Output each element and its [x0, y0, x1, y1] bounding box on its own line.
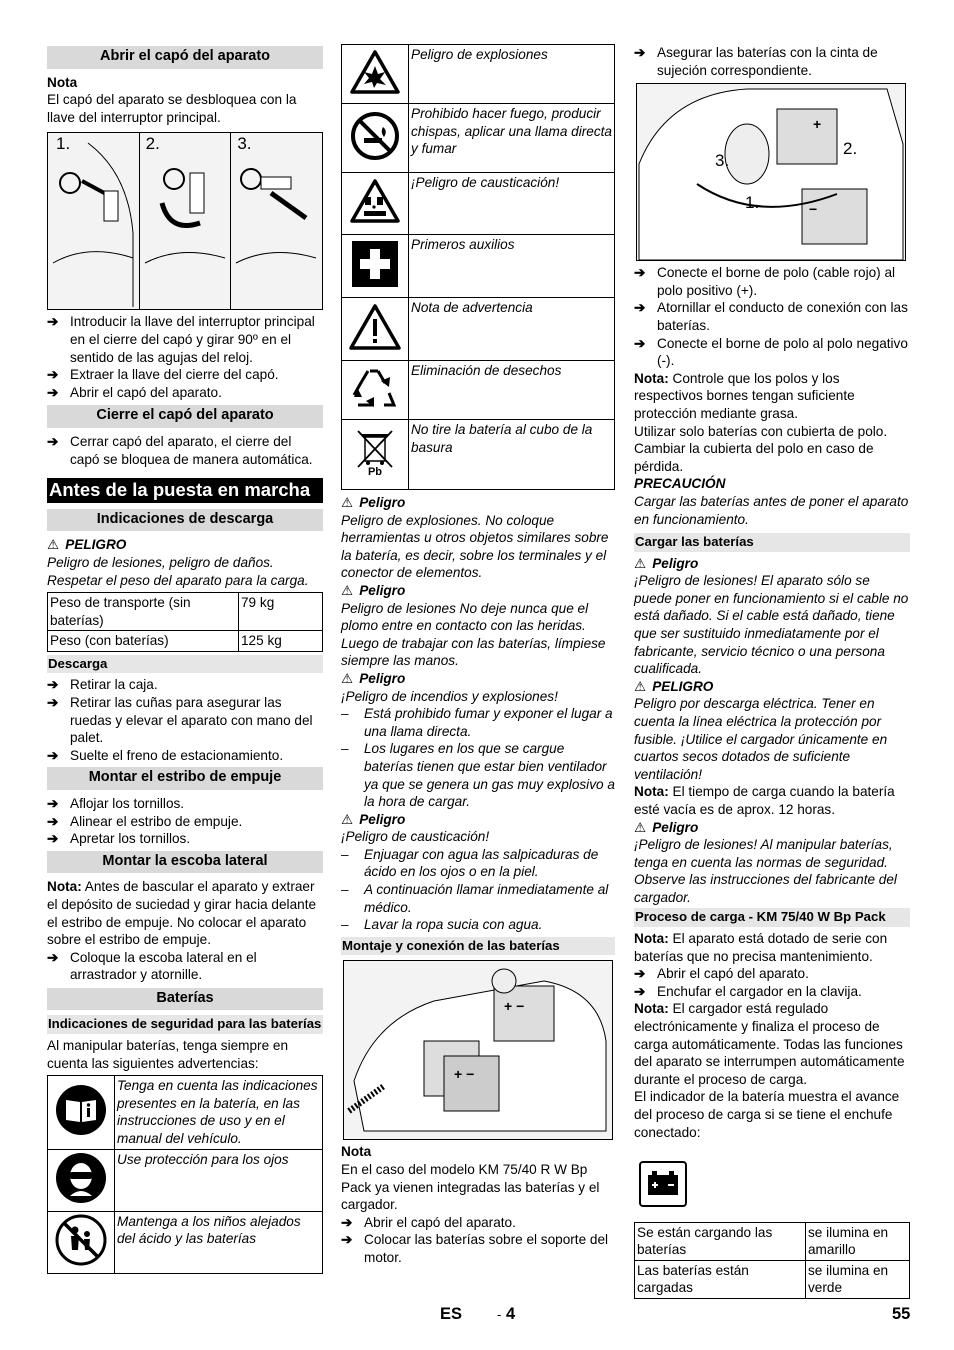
warning-icon: [342, 298, 409, 361]
warning-triangle-icon: ⚠: [47, 537, 60, 553]
list-item: ➔ Abrir el capó del aparato.: [341, 1214, 516, 1230]
heading-seguridad-baterias: Indicaciones de seguridad para las baterías: [47, 1015, 323, 1034]
table-row: Nota de advertencia: [342, 298, 615, 361]
danger-text-4: ¡Peligro de causticación!: [341, 829, 490, 845]
footer-dash: -: [497, 1307, 502, 1322]
explosion-hazard-icon: [342, 45, 409, 104]
svg-text:+ −: + −: [454, 1066, 475, 1083]
figure-step-2: 2.: [140, 133, 232, 309]
danger-text-2: Peligro por descarga eléctrica. Tener en cuenta la línea eléctrica la protección por fusible. ¡Utilice el cargador únicamente en cuartos secos dotados de suficiente ventilación!: [634, 696, 888, 782]
list-item: ➔ Retirar las cuñas para asegurar las ruedas y elevar el aparato con mano del palet.: [47, 694, 313, 746]
table-row: Mantenga a los niños alejados del ácido y las baterías: [48, 1211, 323, 1273]
indicator-text: El indicador de la batería muestra el avance del proceso de carga si se tiene el enchufe conectado:: [634, 1089, 900, 1140]
battery-mounting-drawing: [344, 961, 613, 1139]
list-item: ➔ Alinear el estribo de empuje.: [47, 813, 243, 829]
list-item: ➔ Asegurar las baterías con la cinta de sujeción correspondiente.: [634, 45, 878, 78]
warning-triangle-icon: ⚠: [341, 495, 354, 510]
column-right: [634, 44, 910, 1299]
footer-language: ES: [440, 1305, 463, 1323]
keep-children-away-icon: [48, 1211, 115, 1273]
list-item: ➔ Enchufar el cargador en la clavija.: [634, 983, 862, 999]
list-item: – Los lugares en los que se cargue baterías tienen que estar bien ventilador ya que se genera un gas muy explosivo a la hora de cargar.: [341, 741, 615, 810]
pole-cover-text: Utilizar solo baterías con cubierta de polo. Cambiar la cubierta del polo en caso de pérdida.: [634, 423, 888, 474]
danger-label: ⚠ Peligro: [634, 555, 699, 571]
danger-label: ⚠ Peligro: [341, 495, 406, 510]
danger-text-3: ¡Peligro de lesiones! Al manipular baterías, tenga en cuenta las normas de seguridad. Observe las instrucciones del fabricante del cargador.: [634, 837, 897, 905]
heading-abrir-capo: Abrir el capó del aparato: [47, 46, 323, 69]
table-row: Primeros auxilios: [342, 235, 615, 298]
list-item: ➔ Retirar la caja.: [47, 677, 158, 693]
list-item: ➔ Abrir el capó del aparato.: [47, 384, 222, 400]
page-number: 55: [892, 1305, 911, 1323]
warning-triangle-icon: ⚠: [634, 819, 647, 835]
heading-proceso-carga: Proceso de carga - KM 75/40 W Bp Pack: [634, 908, 910, 927]
note-label: Nota: [341, 1144, 372, 1160]
danger-label: ⚠ Peligro: [341, 811, 406, 827]
key-extract-drawing: [231, 133, 322, 307]
column-middle: [341, 44, 615, 1267]
first-aid-icon: [342, 235, 409, 298]
charge-time-note: Nota: El tiempo de carga cuando la batería esté vacía es de aprox. 12 horas.: [634, 784, 895, 817]
manual-info-icon: [48, 1076, 115, 1149]
table-row: Prohibido hacer fuego, producir chispas, aplicar una llama directa y fumar: [342, 104, 615, 173]
heading-estribo: Montar el estribo de empuje: [47, 767, 323, 790]
indicator-status-table: [634, 1222, 910, 1299]
table-row: Pb No tire la batería al cubo de la basura: [342, 420, 615, 490]
note-label: Nota: [47, 74, 78, 90]
list-item: ➔ Suelte el freno de estacionamiento.: [47, 747, 284, 763]
seguridad-text: Al manipular baterías, tenga siempre en cuenta las siguientes advertencias:: [47, 1037, 289, 1071]
chapter-title: Antes de la puesta en marcha: [47, 478, 323, 503]
hood-opening-figure: [47, 132, 323, 310]
eye-protection-icon: [48, 1149, 115, 1211]
list-item: ➔ Cerrar capó del aparato, el cierre del capó se bloquea de manera automática.: [47, 433, 313, 467]
no-bin-pb-icon: [342, 420, 409, 490]
list-item: ➔ Coloque la escoba lateral en el arrastrador y atornille.: [47, 949, 257, 983]
caution-label: PRECAUCIÓN: [634, 476, 726, 492]
note-text: El capó del aparato se desbloquea con la llave del interruptor principal.: [47, 92, 297, 125]
note-text: En el caso del modelo KM 75/40 R W Bp Pack ya vienen integradas las baterías y el cargador.: [341, 1161, 600, 1213]
svg-text:+ −: + −: [504, 998, 525, 1015]
table-row: Peso (con baterías) 125 kg: [48, 631, 323, 652]
grease-note: Nota: Controle que los polos y los respectivos bornes tengan suficiente protección mediante grasa.: [634, 370, 855, 421]
column-left: [47, 44, 323, 1274]
figure-step-3: 3.: [231, 133, 322, 309]
danger-label: ⚠ Peligro: [634, 819, 699, 835]
recycling-icon: [342, 361, 409, 420]
svg-text:+: +: [813, 116, 822, 133]
heading-escoba: Montar la escoba lateral: [47, 851, 323, 874]
danger-label: ⚠ PELIGRO: [47, 537, 127, 553]
danger-text-3: ¡Peligro de incendios y explosiones!: [341, 688, 558, 704]
list-item: ➔ Extraer la llave del cierre del capó.: [47, 367, 279, 383]
warning-triangle-icon: ⚠: [341, 670, 354, 686]
table-row: Las baterías están cargadas se ilumina en verde: [635, 1260, 910, 1298]
svg-text:2.: 2.: [843, 139, 858, 159]
table-row: Se están cargando las baterías se ilumina en amarillo: [635, 1222, 910, 1260]
escoba-note: Nota: Antes de bascular el aparato y extraer el depósito de suciedad y girar hacia delante el estribo de empuje. No colocar el aparato sobre el estribo de empuje.: [47, 879, 317, 948]
warning-triangle-icon: ⚠: [341, 582, 354, 598]
list-item: ➔ Introducir la llave del interruptor principal en el cierre del capó y girar 90º en el sentido de las agujas del reloj.: [47, 314, 315, 365]
battery-connection-drawing: [637, 84, 905, 260]
corrosive-hazard-icon: [342, 173, 409, 235]
hood-lock-drawing: [48, 133, 139, 307]
key-turn-drawing: [140, 133, 231, 307]
danger-text: Peligro de lesiones, peligro de daños. Respetar el peso del aparato para la carga.: [47, 554, 309, 588]
maintenance-note: Nota: El aparato está dotado de serie con baterías que no precisa mantenimiento.: [634, 930, 888, 964]
list-item: ➔ Apretar los tornillos.: [47, 831, 191, 847]
list-item: ➔ Aflojar los tornillos.: [47, 795, 185, 811]
battery-mounting-figure: [343, 960, 613, 1140]
battery-indicator-icon: [639, 1161, 910, 1212]
warning-triangle-icon: ⚠: [341, 811, 354, 827]
charger-note: Nota: El cargador está regulado electrónicamente y finaliza el proceso de carga automáticamente. Todas las funciones del aparato se interrumpen automáticamente durante el proceso de carga.: [634, 1001, 905, 1087]
danger-label: ⚠ PELIGRO: [634, 678, 714, 694]
table-row: Eliminación de desechos: [342, 361, 615, 420]
svg-text:Pb: Pb: [367, 466, 383, 478]
table-row: Peso de transporte (sin baterías) 79 kg: [48, 593, 323, 631]
list-item: ➔ Colocar las baterías sobre el soporte del motor.: [341, 1232, 609, 1265]
list-item: – A continuación llamar inmediatamente al médico.: [341, 882, 609, 915]
heading-montaje: Montaje y conexión de las baterías: [341, 937, 615, 956]
battery-connection-figure: [636, 83, 906, 261]
list-item: – Lavar la ropa sucia con agua.: [341, 917, 543, 933]
list-item: ➔ Conecte el borne de polo (cable rojo) al polo positivo (+).: [634, 265, 896, 298]
no-fire-icon: [342, 104, 409, 173]
list-item: ➔ Conecte el borne de polo al polo negativo (-).: [634, 335, 908, 369]
heading-indicaciones-descarga: Indicaciones de descarga: [47, 509, 323, 532]
list-item: ➔ Abrir el capó del aparato.: [634, 966, 809, 982]
caution-text: Cargar las baterías antes de poner el aparato en funcionamiento.: [634, 493, 909, 527]
battery-symbols-table-2: [341, 44, 615, 490]
table-row: ¡Peligro de causticación!: [342, 173, 615, 235]
svg-text:−: −: [809, 201, 818, 218]
heading-baterias: Baterías: [47, 988, 323, 1011]
list-item: – Está prohibido fumar y exponer el lugar a una llama directa.: [341, 706, 613, 739]
table-row: Use protección para los ojos: [48, 1149, 323, 1211]
list-item: – Enjuagar con agua las salpicaduras de ácido en los ojos o en la piel.: [341, 846, 599, 880]
svg-text:1.: 1.: [745, 193, 760, 213]
list-item: ➔ Atornillar el conducto de conexión con las baterías.: [634, 300, 908, 333]
heading-descarga: Descarga: [47, 655, 323, 674]
table-row: Tenga en cuenta las indicaciones presentes en la batería, en las instrucciones de uso y en el manual del vehículo.: [48, 1076, 323, 1149]
figure-step-1: 1.: [48, 133, 140, 309]
svg-text:3.: 3.: [715, 151, 730, 171]
danger-label: ⚠ Peligro: [341, 670, 406, 686]
footer-chapter-page: 4: [506, 1305, 516, 1323]
warning-triangle-icon: ⚠: [634, 555, 647, 571]
heading-cargar: Cargar las baterías: [634, 533, 910, 552]
danger-label: ⚠ Peligro: [341, 582, 406, 598]
danger-text-2: Peligro de lesiones No deje nunca que el plomo entre en contacto con las heridas. Luego de trabajar con las baterías, límpiese siempre las manos.: [341, 600, 606, 669]
danger-text-1: ¡Peligro de lesiones! El aparato sólo se puede poner en funcionamiento si el cable no está dañado. Si el cable está dañado, tiene que ser sustituido inmediatamente por el fabricante, servicio técnico o una persona cualificada.: [634, 573, 909, 677]
battery-symbols-table-1: [47, 1075, 323, 1273]
table-row: Peligro de explosiones: [342, 45, 615, 104]
heading-cierre-capo: Cierre el capó del aparato: [47, 405, 323, 428]
danger-text-1: Peligro de explosiones. No coloque herramientas u otros objetos similares sobre la batería, es decir, sobre los terminales y el conector de elementos.: [341, 512, 609, 581]
warning-triangle-icon: ⚠: [634, 678, 647, 694]
weight-table: [47, 592, 323, 652]
